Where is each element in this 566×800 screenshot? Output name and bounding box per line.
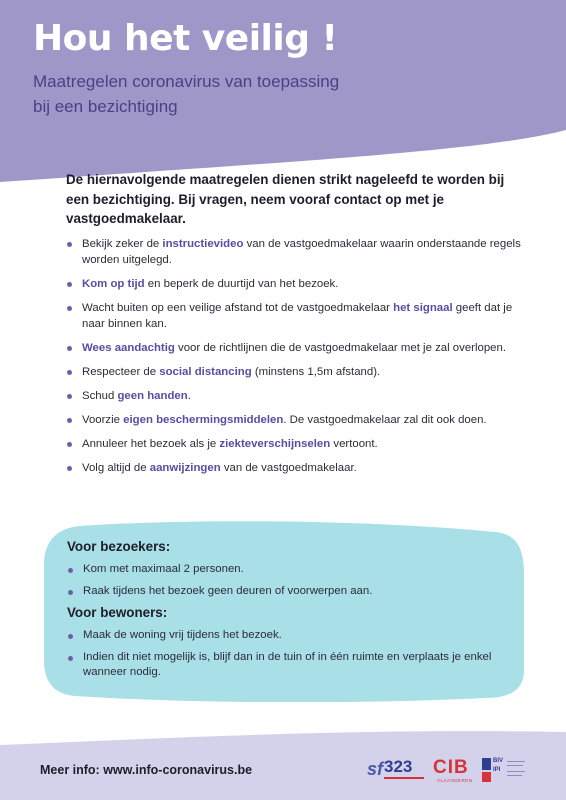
more-info-link[interactable]: Meer info: www.info-coronavirus.be — [40, 763, 253, 777]
measure-highlight: eigen beschermingsmiddelen — [123, 414, 284, 426]
cib-logo-text: CIB — [433, 757, 469, 778]
visitors-heading: Voor bezoekers: — [67, 539, 171, 554]
measure-text: Annuleer het bezoek als je — [82, 438, 220, 450]
biv-logo-text: BIV — [493, 758, 504, 764]
measure-highlight: ziekteverschijnselen — [219, 438, 331, 450]
measures-list — [66, 236, 526, 484]
measure-item — [66, 300, 526, 332]
measure-highlight: Wees aandachtig — [82, 342, 175, 354]
measure-text: voor de richtlijnen die de vastgoedmakelaar met je zal overlopen. — [174, 342, 506, 354]
list-item: Kom met maximaal 2 personen. — [67, 562, 507, 578]
measure-text: vertoont. — [330, 438, 378, 450]
guidelines-box — [40, 520, 525, 702]
page-subtitle — [33, 69, 453, 119]
measure-text: Wacht buiten op een veilige afstand tot de vastgoedmakelaar — [82, 302, 394, 314]
list-item: Maak de woning vrij tijdens het bezoek. — [67, 628, 507, 644]
measure-highlight: Kom op tijd — [82, 278, 145, 290]
residents-list — [67, 628, 507, 681]
measure-item — [66, 276, 526, 292]
measure-item — [66, 236, 526, 268]
measure-text: van de vastgoedmakelaar waarin onderstaande regels worden uitgelegd. — [82, 238, 521, 266]
intro-paragraph: De hiernavolgende maatregelen dienen strikt nageleefd te worden bij een bezichtiging. Bij vragen, neem vooraf contact op met je vastgoedmakelaar. — [66, 172, 505, 226]
measure-highlight: het signaal — [393, 302, 453, 314]
measure-item — [66, 364, 526, 380]
measure-text: geeft dat je naar binnen kan. — [82, 302, 513, 330]
sf323-logo: sf 323 — [367, 757, 425, 781]
measure-text: Respecteer de — [82, 366, 160, 378]
measure-text: Voorzie — [82, 414, 124, 426]
measure-text: . — [187, 390, 191, 402]
measure-text: Bekijk zeker de — [82, 238, 163, 250]
residents-heading: Voor bewoners: — [67, 605, 168, 620]
page-title: Hou het veilig ! — [33, 18, 338, 59]
biv-ipi-logo — [482, 758, 528, 784]
list-item: Raak tijdens het bezoek geen deuren of voorwerpen aan. — [67, 584, 507, 600]
measure-item — [66, 412, 526, 428]
list-item: Indien dit niet mogelijk is, blijf dan in de tuin of in één ruimte en verplaats je enkel wanneer nodig. — [67, 650, 507, 681]
measure-text: Schud — [82, 390, 118, 402]
ipi-logo-text: IPI — [493, 767, 501, 773]
cib-logo — [431, 757, 475, 785]
visitors-list — [67, 562, 507, 599]
measure-highlight: instructievideo — [162, 238, 244, 250]
subtitle-line-1: Maatregelen coronavirus van toepassing — [33, 72, 340, 91]
measure-highlight: social distancing — [159, 366, 252, 378]
subtitle-line-2: bij een bezichtiging — [33, 97, 178, 116]
measure-item — [66, 436, 526, 452]
measure-text: (minstens 1,5m afstand). — [251, 366, 381, 378]
measure-highlight: geen handen — [117, 390, 188, 402]
measure-highlight: aanwijzingen — [149, 462, 221, 474]
measure-text: . De vastgoedmakelaar zal dit ook doen. — [283, 414, 487, 426]
measure-item — [66, 388, 526, 404]
sf323-logo-text: 323 — [384, 757, 413, 776]
cib-logo-subtext: VLAANDEREN — [437, 778, 473, 783]
measure-text: van de vastgoedmakelaar. — [220, 462, 357, 474]
measure-text: en beperk de duurtijd van het bezoek. — [144, 278, 339, 290]
guidelines-box-content — [67, 539, 507, 687]
measure-text: Volg altijd de — [82, 462, 150, 474]
measure-item — [66, 340, 526, 356]
measure-item — [66, 460, 526, 476]
